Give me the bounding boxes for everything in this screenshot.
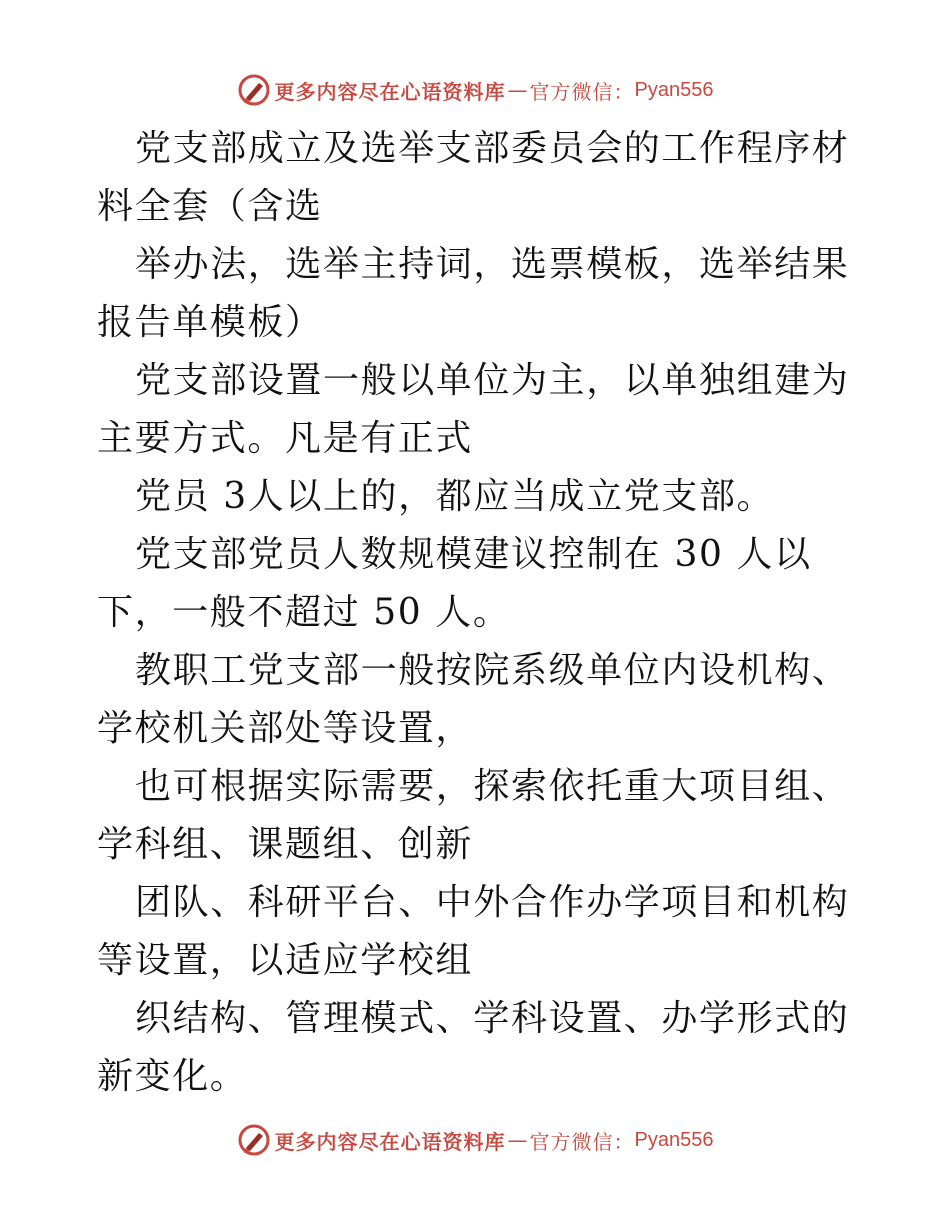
banner-dash: — [507,1128,528,1152]
pen-logo-icon [237,73,271,107]
paragraph: 党支部成立及选举支部委员会的工作程序材料全套（含选 [97,128,850,227]
wechat-id: Pyan556 [634,78,714,101]
footer-banner [0,1120,950,1160]
paragraph: 教职工党支部一般按院系级单位内设机构、学校机关部处等设置， [97,650,850,749]
paragraph: 团队、科研平台、中外合作办学项目和机构等设置，以适应学校组 [97,882,850,981]
paragraph: 党支部党员人数规模建议控制在 30 人以下，一般不超过 50 人。 [97,534,812,633]
promo-text: 更多内容尽在心语资料库 [274,1129,506,1154]
wechat-label: 官方微信： [529,79,635,104]
paragraph: 也可根据实际需要，探索依托重大项目组、学科组、课题组、创新 [97,766,850,865]
paragraph: 织结构、管理模式、学科设置、办学形式的新变化。 [97,998,850,1097]
document-body [97,120,857,1106]
promo-text: 更多内容尽在心语资料库 [274,79,506,104]
wechat-label: 官方微信： [529,1129,635,1154]
banner-dash: — [507,78,528,102]
paragraph: 党支部设置一般以单位为主，以单独组建为主要方式。凡是有正式 [97,360,850,459]
header-banner [0,70,950,110]
paragraph: 举办法，选举主持词，选票模板，选举结果报告单模板） [97,244,850,343]
paragraph: 党员 3人以上的，都应当成立党支部。 [135,476,775,517]
pen-logo-icon [237,1123,271,1157]
wechat-id: Pyan556 [634,1128,714,1151]
